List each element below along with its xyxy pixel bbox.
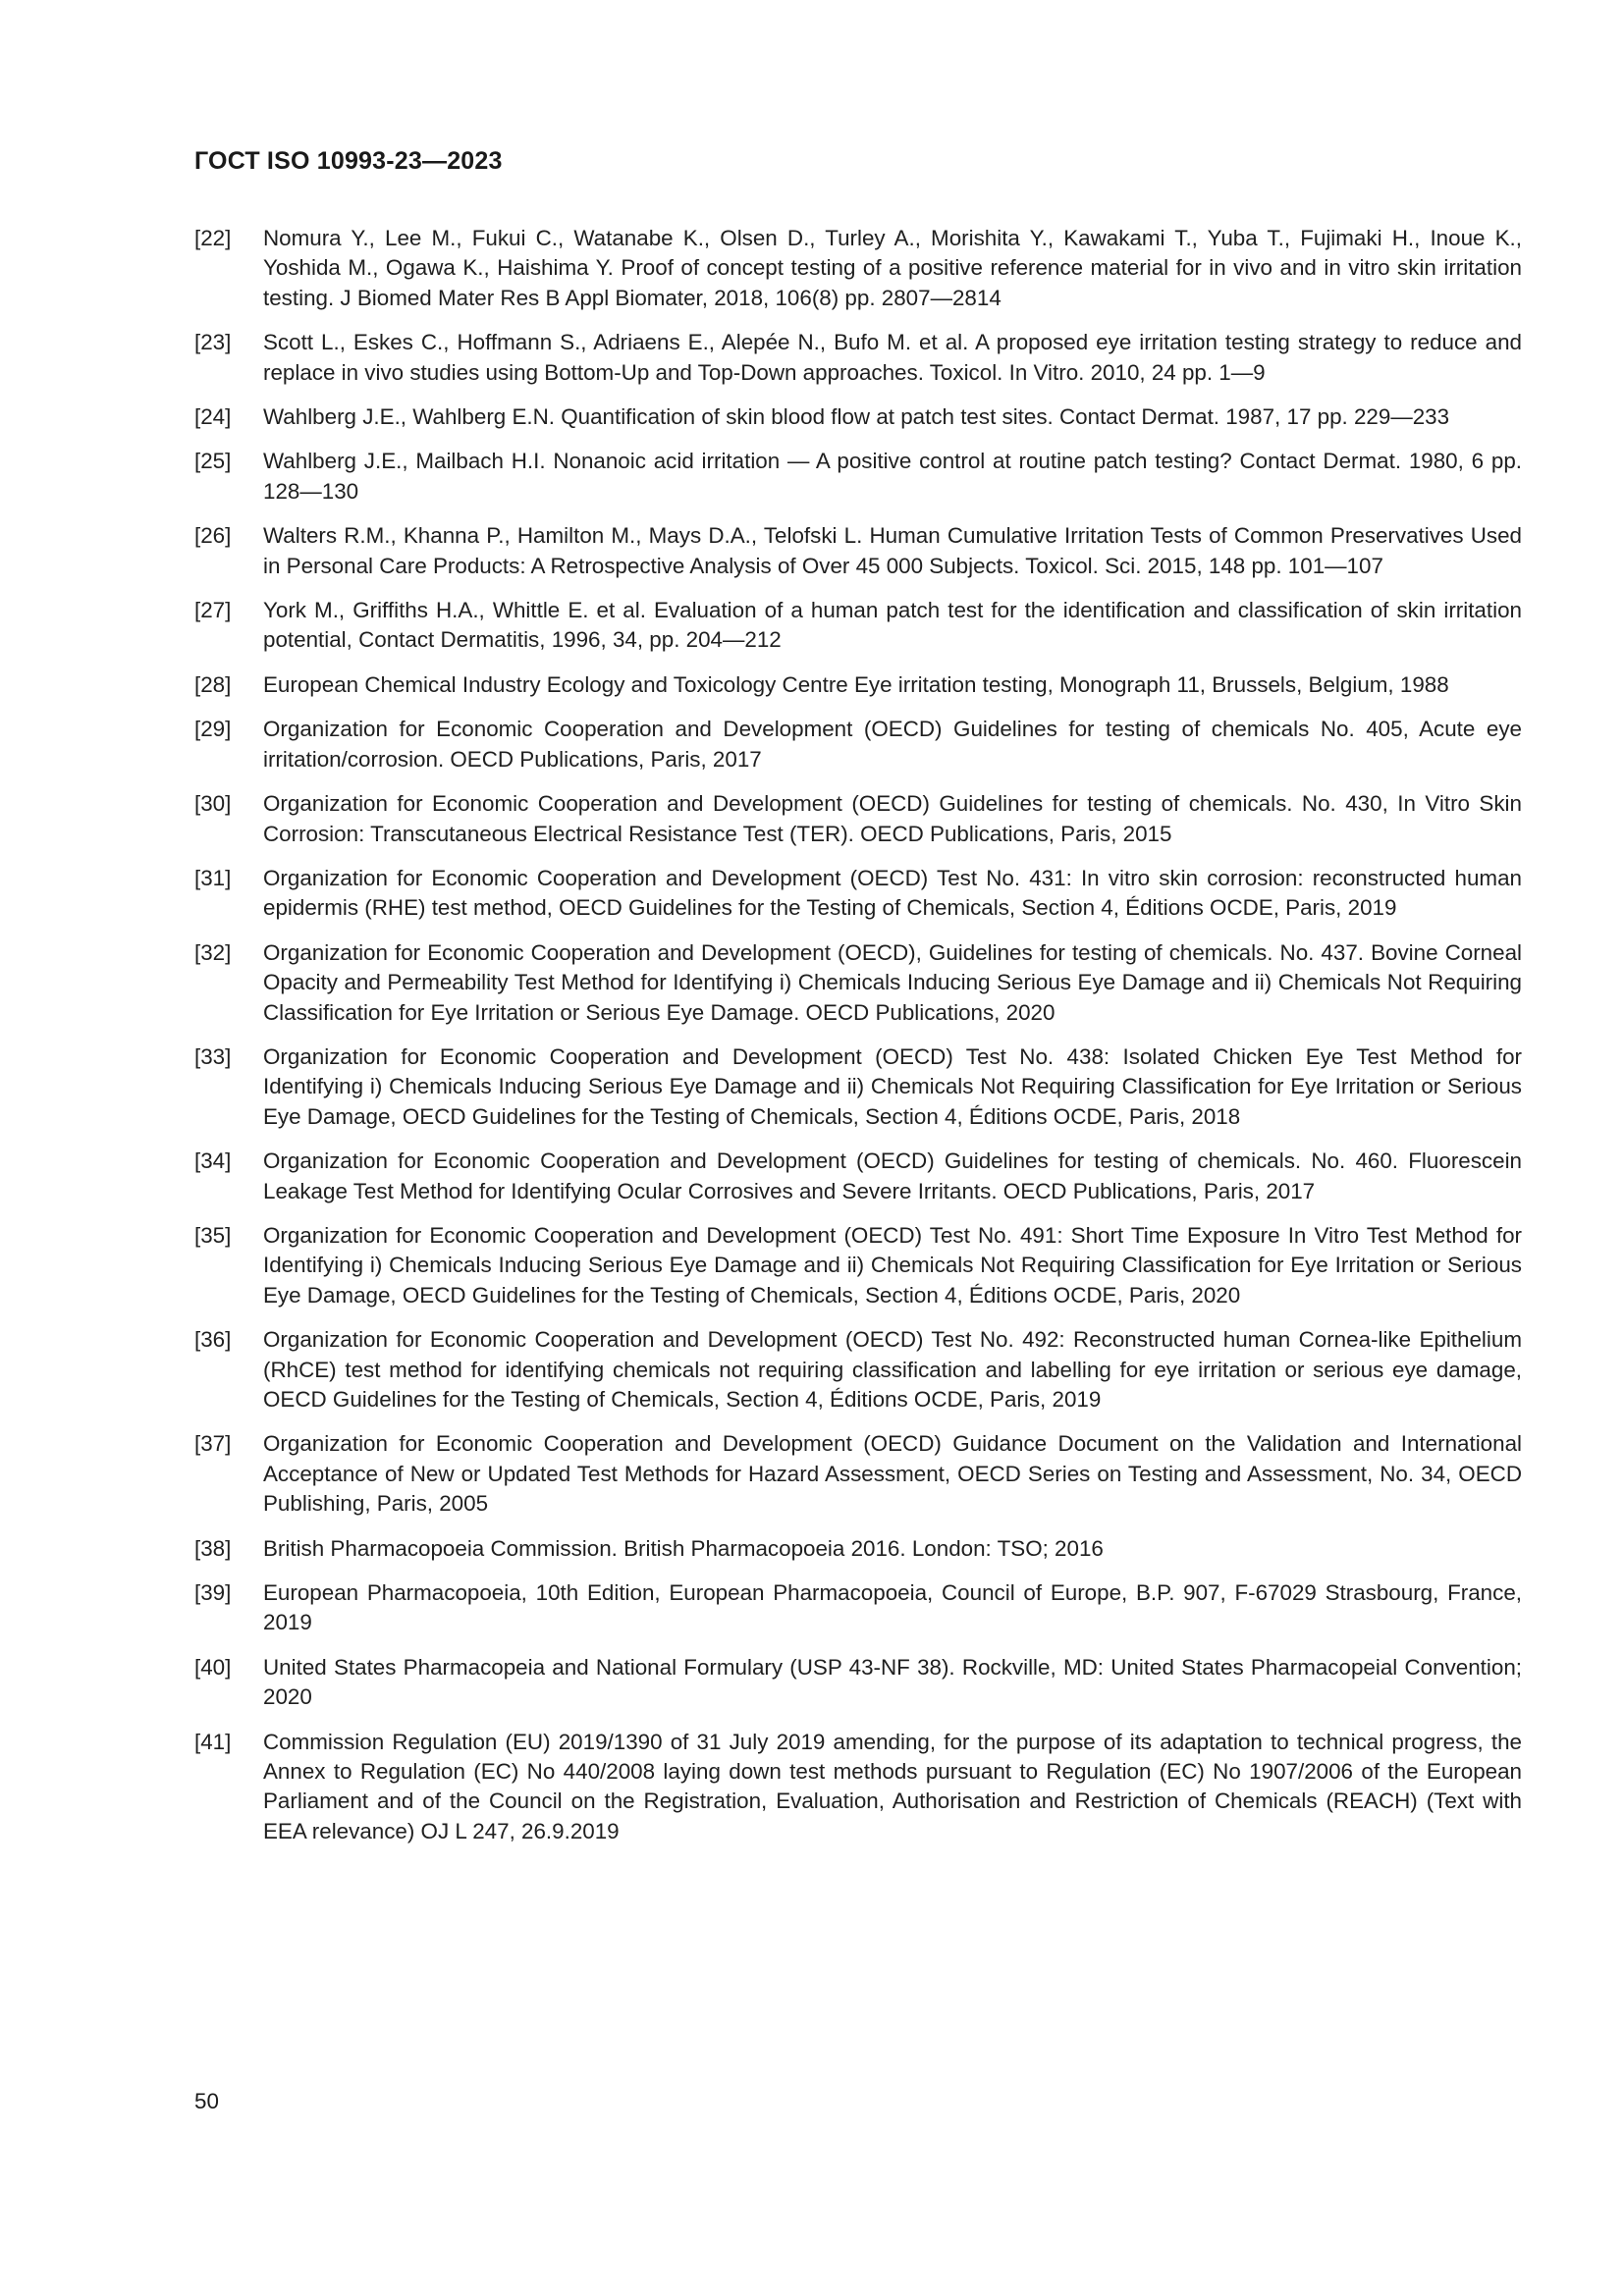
page-number: 50 xyxy=(194,2089,219,2113)
reference-item xyxy=(194,521,1522,581)
reference-number: [35] xyxy=(194,1222,232,1248)
reference-text: Organization for Economic Cooperation and Development (OECD) Test No. 492: Reconstructed human Cornea-like Epithelium (RhCE) test method for identifying chemicals not requiring classification and labelling for eye irritation or serious eye damage, OECD Guidelines for the Testing of Chemicals, Section 4, Éditions OCDE, Paris, 2019 xyxy=(263,1327,1522,1412)
reference-item xyxy=(194,224,1522,313)
reference-item xyxy=(194,1578,1522,1638)
reference-item xyxy=(194,447,1522,507)
reference-text: Commission Regulation (EU) 2019/1390 of 31 July 2019 amending, for the purpose of its adaptation to technical progress, the Annex to Regulation (EC) No 440/2008 laying down test methods pursuant to Regulation (EC) No 1907/2006 of the European Parliament and of the Council on the Registration, Evaluation, Authorisation and Restriction of Chemicals (REACH) (Text with EEA relevance) OJ L 247, 26.9.2019 xyxy=(263,1729,1522,1843)
reference-number: [26] xyxy=(194,523,232,549)
reference-item xyxy=(194,670,1522,700)
reference-number: [24] xyxy=(194,404,232,430)
reference-number: [27] xyxy=(194,598,232,623)
reference-item xyxy=(194,1325,1522,1415)
reference-text: Organization for Economic Cooperation and Development (OECD) Test No. 431: In vitro skin corrosion: reconstructed human epidermis (RHE) test method, OECD Guidelines for the Testing of Chemicals, Section 4, Éditions OCDE, Paris, 2019 xyxy=(263,865,1522,921)
reference-text: European Pharmacopoeia, 10th Edition, European Pharmacopoeia, Council of Europe, B.P. 907, F-67029 Strasbourg, France, 2019 xyxy=(263,1580,1522,1635)
reference-number: [23] xyxy=(194,330,232,355)
reference-number: [38] xyxy=(194,1535,232,1561)
reference-text: Wahlberg J.E., Wahlberg E.N. Quantification of skin blood flow at patch test sites. Contact Dermat. 1987, 17 pp. 229—233 xyxy=(263,404,1450,430)
reference-text: Scott L., Eskes C., Hoffmann S., Adriaens E., Alepée N., Bufo M. et al. A proposed eye irritation testing strategy to reduce and replace in vivo studies using Bottom-Up and Top-Down approaches. Toxicol. In Vitro. 2010, 24 pp. 1—9 xyxy=(263,330,1522,385)
reference-text: United States Pharmacopeia and National Formulary (USP 43-NF 38). Rockville, MD: United States Pharmacopeial Convention; 2020 xyxy=(263,1654,1522,1710)
reference-text: Organization for Economic Cooperation and Development (OECD) Guidelines for testing of chemicals. No. 430, In Vitro Skin Corrosion: Transcutaneous Electrical Resistance Test (TER). OECD Publications, Paris, 2015 xyxy=(263,791,1522,846)
reference-number: [25] xyxy=(194,449,232,474)
reference-item xyxy=(194,596,1522,656)
reference-number: [28] xyxy=(194,671,232,697)
reference-text: British Pharmacopoeia Commission. British Pharmacopoeia 2016. London: TSO; 2016 xyxy=(263,1535,1104,1561)
reference-item xyxy=(194,938,1522,1028)
reference-number: [40] xyxy=(194,1654,232,1680)
reference-text: Organization for Economic Cooperation and Development (OECD) Guidelines for testing of chemicals No. 405, Acute eye irritation/corrosion. OECD Publications, Paris, 2017 xyxy=(263,717,1522,772)
reference-number: [36] xyxy=(194,1327,232,1353)
reference-text: Wahlberg J.E., Mailbach H.I. Nonanoic acid irritation — A positive control at routine patch testing? Contact Dermat. 1980, 6 pp. 128—130 xyxy=(263,449,1522,504)
reference-item xyxy=(194,1653,1522,1713)
reference-item xyxy=(194,402,1522,432)
document-header: ГОСТ ISO 10993-23—2023 xyxy=(194,147,503,175)
reference-number: [37] xyxy=(194,1431,232,1457)
reference-item xyxy=(194,1042,1522,1132)
reference-number: [32] xyxy=(194,939,232,965)
reference-item xyxy=(194,1728,1522,1847)
reference-item xyxy=(194,328,1522,388)
reference-number: [34] xyxy=(194,1148,232,1174)
reference-text: European Chemical Industry Ecology and Toxicology Centre Eye irritation testing, Monograph 11, Brussels, Belgium, 1988 xyxy=(263,671,1449,697)
reference-text: Walters R.M., Khanna P., Hamilton M., Mays D.A., Telofski L. Human Cumulative Irritation Tests of Common Preservatives Used in Personal Care Products: A Retrospective Analysis of Over 45 000 Subjects. Toxicol. Sci. 2015, 148 pp. 101—107 xyxy=(263,523,1522,578)
reference-text: York M., Griffiths H.A., Whittle E. et al. Evaluation of a human patch test for the identification and classification of skin irritation potential, Contact Dermatitis, 1996, 34, pp. 204—212 xyxy=(263,598,1522,653)
reference-number: [41] xyxy=(194,1729,232,1754)
reference-item xyxy=(194,864,1522,924)
reference-text: Organization for Economic Cooperation and Development (OECD), Guidelines for testing of chemicals. No. 437. Bovine Corneal Opacity and Permeability Test Method for Identifying i) Chemicals Inducing Serious Eye Damage and ii) Chemicals Not Requiring Classification for Eye Irritation or Serious Eye Damage. OECD Publications, 2020 xyxy=(263,939,1522,1025)
reference-number: [30] xyxy=(194,791,232,817)
reference-number: [33] xyxy=(194,1043,232,1069)
reference-number: [39] xyxy=(194,1580,232,1606)
reference-text: Organization for Economic Cooperation and Development (OECD) Guidelines for testing of chemicals. No. 460. Fluorescein Leakage Test Method for Identifying Ocular Corrosives and Severe Irritants. OECD Publications, Paris, 2017 xyxy=(263,1148,1522,1203)
reference-item xyxy=(194,1221,1522,1310)
reference-item xyxy=(194,1147,1522,1206)
reference-text: Nomura Y., Lee M., Fukui C., Watanabe K., Olsen D., Turley A., Morishita Y., Kawakami T., Yuba T., Fujimaki H., Inoue K., Yoshida M., Ogawa K., Haishima Y. Proof of concept testing of a positive reference material for in vivo and in vitro skin irritation testing. J Biomed Mater Res B Appl Biomater, 2018, 106(8) pp. 2807—2814 xyxy=(263,226,1522,310)
reference-item xyxy=(194,789,1522,849)
reference-list xyxy=(194,224,1522,1861)
reference-item xyxy=(194,715,1522,774)
reference-text: Organization for Economic Cooperation and Development (OECD) Test No. 438: Isolated Chicken Eye Test Method for Identifying i) Chemicals Inducing Serious Eye Damage and ii) Chemicals Not Requiring Classification for Eye Irritation or Serious Eye Damage, OECD Guidelines for the Testing of Chemicals, Section 4, Éditions OCDE, Paris, 2018 xyxy=(263,1043,1522,1129)
reference-number: [31] xyxy=(194,865,232,890)
reference-item xyxy=(194,1429,1522,1519)
reference-item xyxy=(194,1534,1522,1564)
reference-number: [29] xyxy=(194,717,232,742)
reference-text: Organization for Economic Cooperation and Development (OECD) Guidance Document on the Validation and International Acceptance of New or Updated Test Methods for Hazard Assessment, OECD Series on Testing and Assessment, No. 34, OECD Publishing, Paris, 2005 xyxy=(263,1431,1522,1517)
reference-number: [22] xyxy=(194,226,232,250)
reference-text: Organization for Economic Cooperation and Development (OECD) Test No. 491: Short Time Exposure In Vitro Test Method for Identifying i) Chemicals Inducing Serious Eye Damage and ii) Chemicals Not Requiring Classification for Eye Irritation or Serious Eye Damage, OECD Guidelines for the Testing of Chemicals, Section 4, Éditions OCDE, Paris, 2020 xyxy=(263,1222,1522,1308)
